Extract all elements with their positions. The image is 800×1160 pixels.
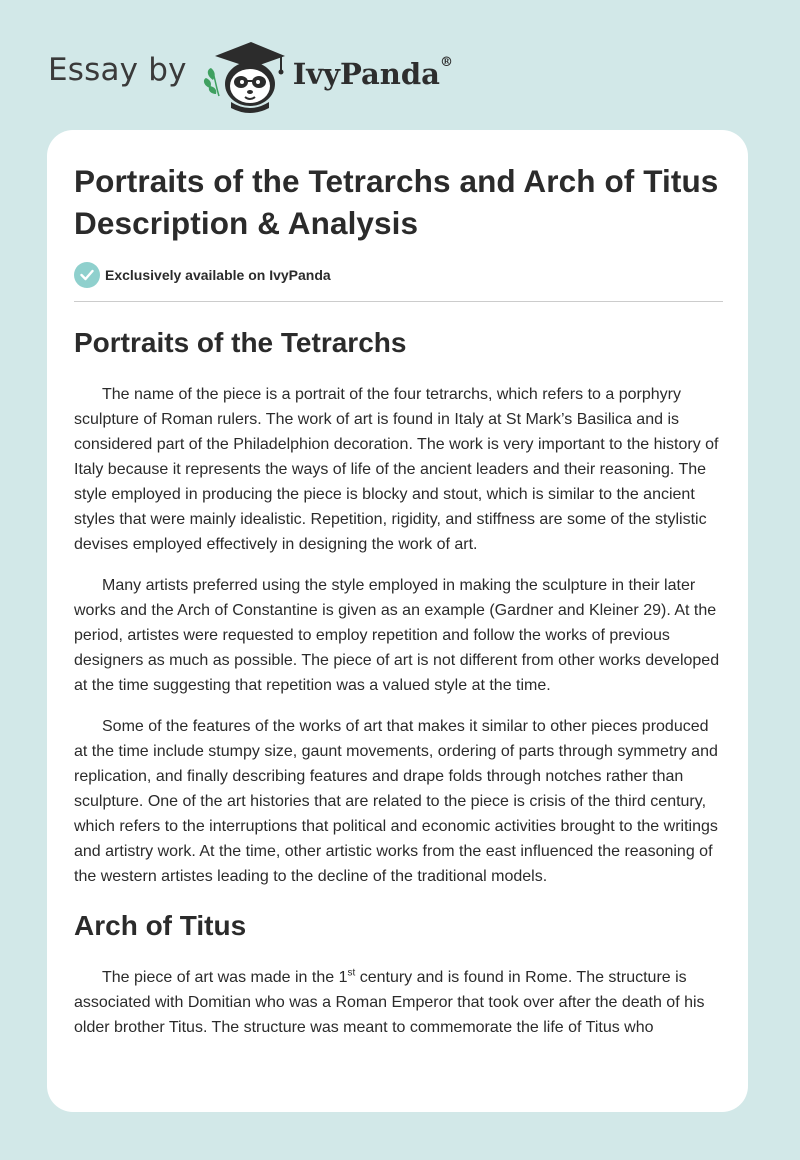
- superscript-st: st: [347, 967, 356, 979]
- essay-by-label: Essay by: [48, 52, 187, 88]
- checkmark-icon: [74, 262, 100, 288]
- section-heading-arch-of-titus: Arch of Titus: [74, 910, 247, 941]
- ivypanda-logo[interactable]: [201, 36, 291, 116]
- paragraph: The piece of art was made in the 1st century and is found in Rome. The structure is associated with Domitian who was a Roman Emperor that took over after the death of his older brother Titus. The structure was meant to commemorate the life of Titus who: [74, 967, 705, 1036]
- exclusive-badge-text: Exclusively available on IvyPanda: [105, 267, 331, 283]
- paragraph: Some of the features of the works of art that makes it similar to other pieces produced at the time include stumpy size, gaunt movements, ordering of parts through symmetry and replication, and finally describing features and drape folds through notches rather than sculpture. One of the art histories that are related to the piece is crisis of the third century, which refers to the interruptions that political and economic activities brought to the writings and artistry work. At the time, other artistic works from the east influenced the reasoning of the western artistes leading to the decline of the traditional models.: [74, 718, 718, 885]
- exclusive-badge: [74, 262, 723, 288]
- paragraph: Many artists preferred using the style employed in making the sculpture in their later works and the Arch of Constantine is given as an example (Gardner and Kleiner 29). At the period, artistes were requested to employ repetition and follow the works of previous designers as much as possible. The piece of art is not different from other works developed at the time suggesting that repetition was a valued style at the time.: [74, 577, 720, 694]
- brand-name: IvyPanda®: [292, 55, 453, 91]
- panda-graduate-icon: [201, 36, 291, 116]
- site-header: [48, 36, 548, 116]
- paragraph: The name of the piece is a portrait of the four tetrarchs, which refers to a porphyry sculpture of Roman rulers. The work of art is found in Italy at St Mark’s Basilica and is considered part of the Philadelphion decoration. The work is very important to the history of Italy because it represents the ways of life of the ancient leaders and their reasoning. The style employed in producing the piece is blocky and stout, which is similar to the ancient styles that were mainly idealistic. Repetition, rigidity, and stiffness are some of the stylistic devises employed effectively in designing the work of art.: [74, 386, 719, 553]
- registered-mark: ®: [439, 55, 453, 70]
- section-heading-tetrarchs: Portraits of the Tetrarchs: [74, 327, 407, 358]
- page-title: Portraits of the Tetrarchs and Arch of Titus Description & Analysis: [74, 163, 719, 241]
- essay-content: [74, 160, 723, 1040]
- essay-card: [47, 130, 748, 1112]
- divider: [74, 301, 723, 302]
